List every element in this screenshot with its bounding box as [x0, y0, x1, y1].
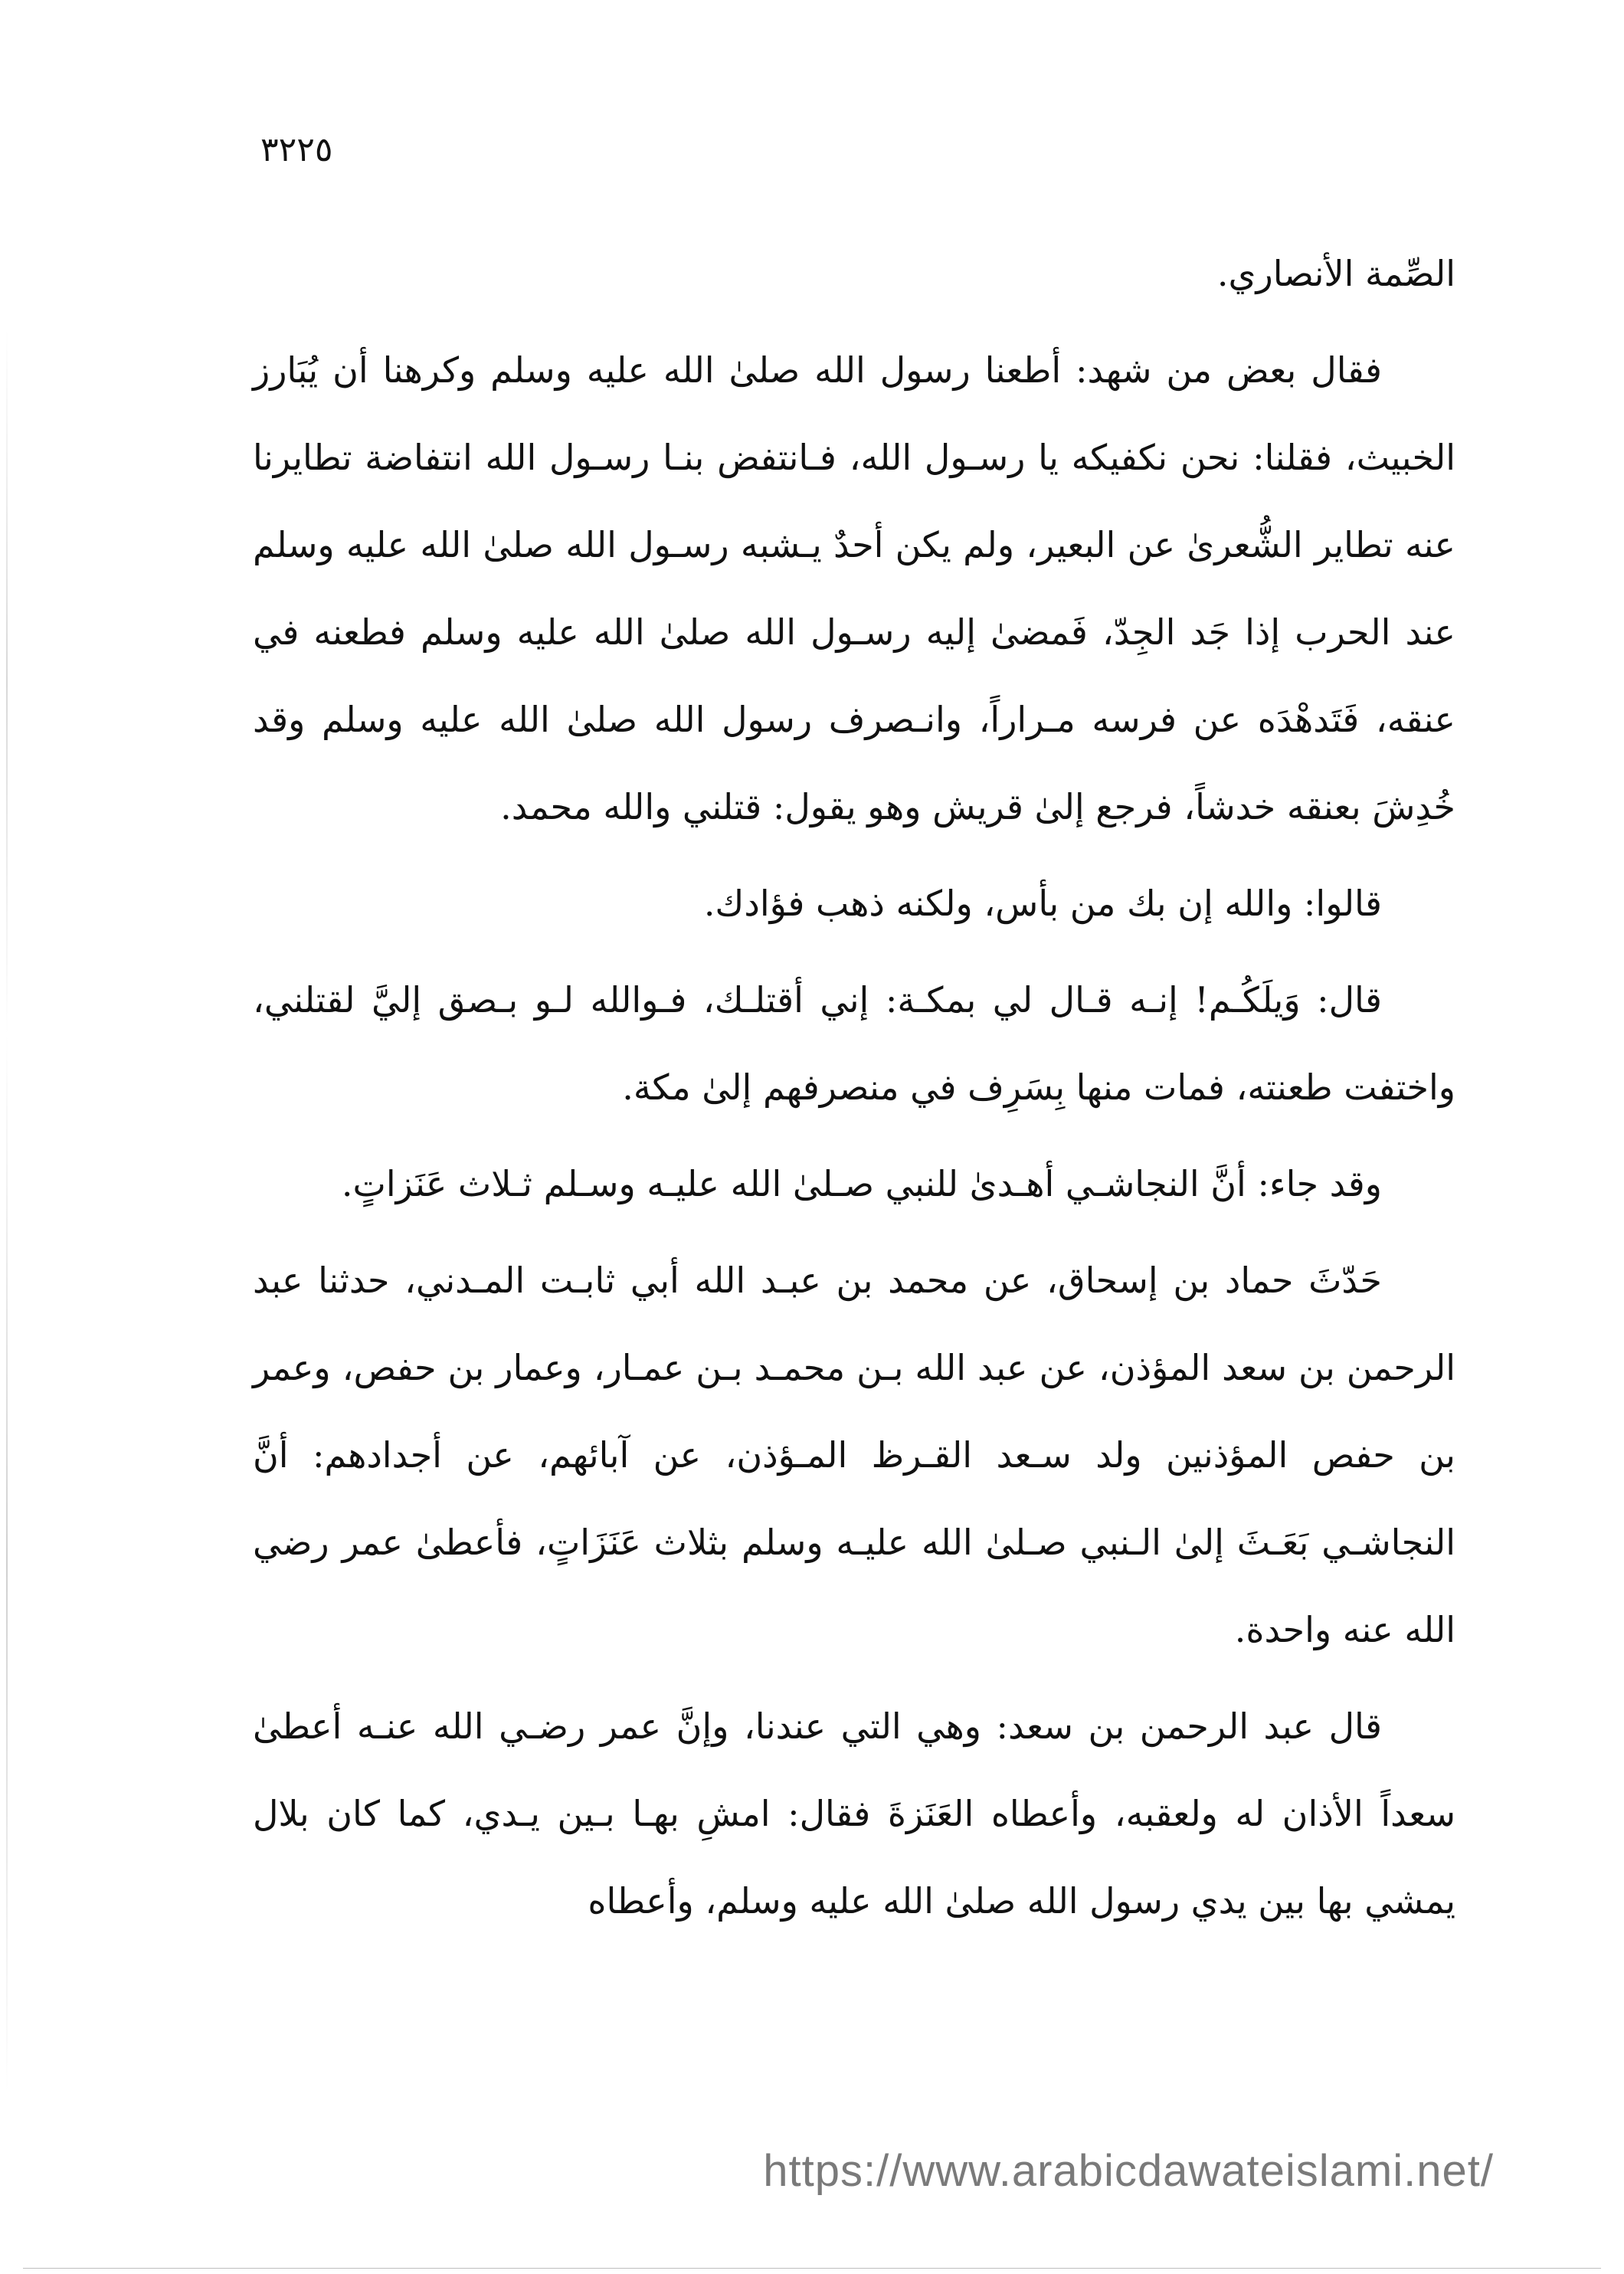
paragraph-4: قال: وَيلَكُـم! إنـه قـال لي بمكـة: إني أقتلـك، فـوالله لـو بـصق إليَّ لقتلني، واختفت طعنته، فمات منها بِسَرِف في منصرفهم إلىٰ مكة. [253, 979, 1455, 1108]
paragraph-3: قالوا: والله إن بك من بأس، ولكنه ذهب فؤادك. [703, 883, 1382, 924]
body-text [253, 230, 1455, 1945]
watermark-url: https://www.arabicdawateislami.net/ [763, 2146, 1494, 2196]
page-number: ٣٢٢٥ [260, 130, 333, 169]
paragraph-2: فقال بعض من شهد: أطعنا رسول الله صلىٰ الله عليه وسلم وكرهنا أن يُبَارز الخبيث، فقلنا: نحن نكفيكه يا رسـول الله، فـانتفض بنـا رسـول الله انتفاضة تطايرنا عنه تطاير الشُّعرىٰ عن البعير، ولم يكن أحدٌ يـشبه رسـول الله صلىٰ الله عليه وسلم عند الحرب إذا جَد الجِدّ، فَمضىٰ إليه رسـول الله صلىٰ الله عليه وسلم فطعنه في عنقه، فَتَدهْدَه عن فرسه مـراراً، وانـصرف رسول الله صلىٰ الله عليه وسلم وقد خُدِشَ بعنقه خدشاً، فرجع إلىٰ قريش وهو يقول: قتلني والله محمد. [253, 349, 1455, 827]
scan-edge-mark [6, 329, 8, 2092]
paragraph-1: الصِّمة الأنصاري. [1216, 253, 1455, 294]
paragraph-7: قال عبد الرحمن بن سعد: وهي التي عندنا، وإنَّ عمر رضـي الله عنـه أعطىٰ سعداً الأذان له ولعقبه، وأعطاه العَنَزةَ فقال: امشِ بهـا بـين يـدي، كما كان بلال يمشي بها بين يدي رسول الله صلىٰ الله عليه وسلم، وأعطاه [253, 1705, 1455, 1922]
paragraph-5: وقد جاء: أنَّ النجاشـي أهـدىٰ للنبي صـلىٰ الله عليـه وسـلم ثـلاث عَنَزاتٍ. [341, 1163, 1382, 1204]
bottom-divider [23, 2268, 1601, 2269]
paragraph-6: حَدّثَ حماد بن إسحاق، عن محمد بن عبـد الله أبي ثابـت المـدني، حدثنا عبد الرحمن بن سعد المؤذن، عن عبد الله بـن محمـد بـن عمـار، وعمار بن حفص، وعمر بن حفص المؤذنين ولد سـعد القـرظ المـؤذن، عن آبائهم، عن أجدادهم: أنَّ النجاشـي بَعَـثَ إلىٰ الـنبي صـلىٰ الله عليـه وسلم بثلاث عَنَزَاتٍ، فأعطىٰ عمر رضي الله عنه واحدة. [253, 1260, 1455, 1650]
